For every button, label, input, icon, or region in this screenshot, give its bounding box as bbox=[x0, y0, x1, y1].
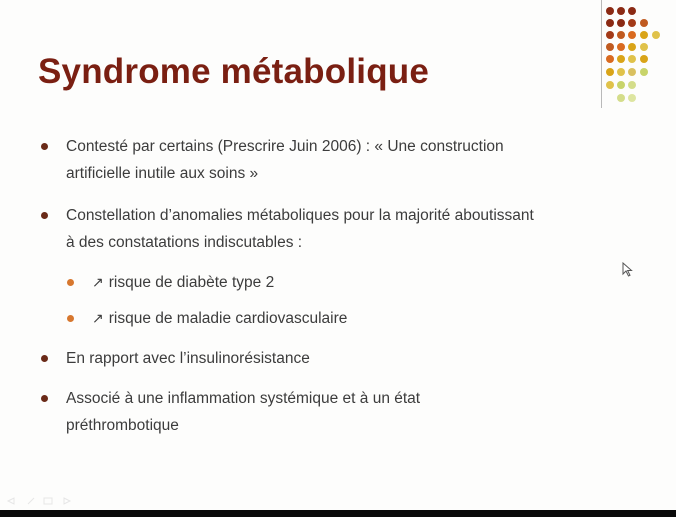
bullet-line: Associé à une inflammation systémique et à un état bbox=[66, 390, 421, 407]
slideshow-controls-icon[interactable] bbox=[6, 496, 86, 506]
bullet-item bbox=[40, 385, 620, 439]
bullet-item bbox=[40, 345, 620, 372]
bullet-line: préthrombotique bbox=[66, 417, 179, 434]
sub-bullet-dot-icon bbox=[67, 315, 74, 322]
bullet-dot-icon bbox=[41, 355, 48, 362]
bullet-item bbox=[40, 202, 620, 256]
bullet-item bbox=[40, 133, 620, 187]
sub-bullet-dot-icon bbox=[67, 279, 74, 286]
header-divider bbox=[601, 0, 602, 108]
bullet-list bbox=[40, 133, 620, 439]
mouse-pointer-icon bbox=[622, 262, 634, 278]
bullet-dot-icon bbox=[41, 143, 48, 150]
sub-bullet-item bbox=[40, 269, 620, 296]
bullet-line: Contesté par certains (Prescrire Juin 2006) : « Une construction bbox=[66, 138, 504, 155]
spacer bbox=[40, 332, 620, 345]
bullet-line: à des constatations indiscutables : bbox=[66, 234, 303, 251]
decorative-dots bbox=[606, 7, 660, 102]
sub-bullet-text: risque de diabète type 2 bbox=[108, 274, 275, 291]
bullet-dot-icon bbox=[41, 212, 48, 219]
sub-bullet-item bbox=[40, 305, 620, 332]
sub-bullet-text: risque de maladie cardiovasculaire bbox=[108, 310, 348, 327]
arrow-up-right-icon: ↗ bbox=[92, 310, 104, 326]
bullet-line: Constellation d’anomalies métaboliques pour la majorité aboutissant bbox=[66, 207, 534, 224]
spacer bbox=[40, 296, 620, 305]
spacer bbox=[40, 256, 620, 269]
screen-bottom-edge bbox=[0, 510, 676, 517]
arrow-up-right-icon: ↗ bbox=[92, 274, 104, 290]
bullet-dot-icon bbox=[41, 395, 48, 402]
bullet-line: En rapport avec l’insulinorésistance bbox=[66, 350, 310, 367]
slide-title: Syndrome métabolique bbox=[38, 52, 430, 91]
bullet-line: artificielle inutile aux soins » bbox=[66, 165, 259, 182]
spacer bbox=[40, 187, 620, 202]
spacer bbox=[40, 372, 620, 385]
